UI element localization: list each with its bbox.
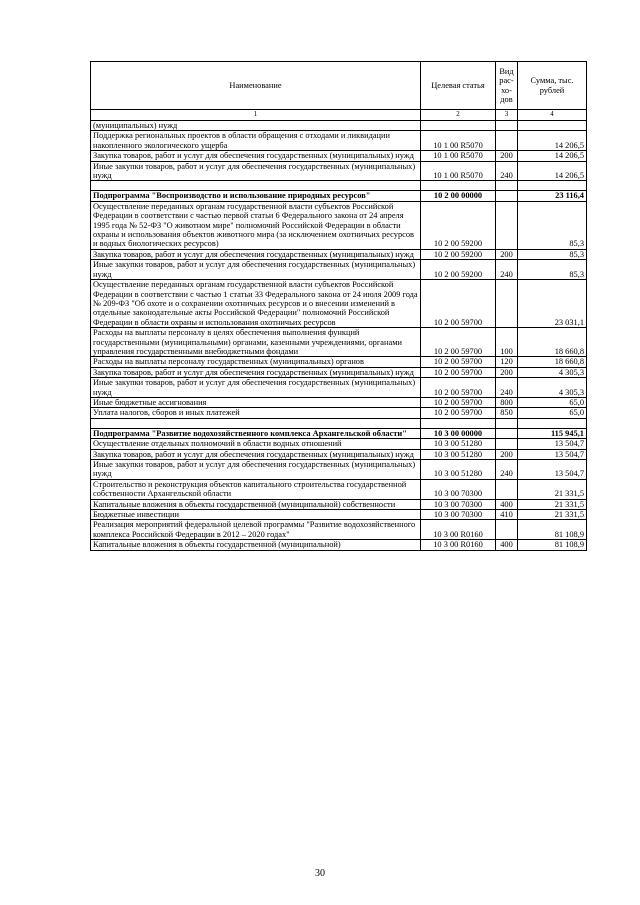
header-kind: Вид рас-хо-дов (496, 62, 518, 110)
table-row (91, 439, 587, 449)
cell-kind (496, 201, 518, 249)
cell-kind: 200 (496, 249, 518, 259)
cell-kind (496, 181, 518, 191)
cell-sum: 14 206,5 (518, 131, 587, 151)
header-sum: Сумма, тыс. рублей (518, 62, 587, 110)
cell-code: 10 2 00 59700 (421, 357, 496, 367)
cell-kind: 850 (496, 408, 518, 418)
cell-code: 10 3 00 00000 (421, 428, 496, 438)
cell-sum (518, 181, 587, 191)
cell-sum: 13 504,7 (518, 460, 587, 480)
cell-kind (496, 191, 518, 201)
spacer-row (91, 181, 587, 191)
cell-code: 10 1 00 R5070 (421, 161, 496, 181)
cell-kind: 240 (496, 460, 518, 480)
table-row (91, 378, 587, 398)
cell-sum: 14 206,5 (518, 151, 587, 161)
cell-kind: 200 (496, 151, 518, 161)
table-header (91, 62, 587, 121)
budget-table (90, 61, 587, 551)
cell-kind: 240 (496, 378, 518, 398)
table-row (91, 460, 587, 480)
cell-name: Расходы на выплаты персоналу в целях обеспечения выполнения функций государственными (муниципальными) органами, казенными учреждениями, органами управления государственными внебюджетными фондами (91, 328, 421, 357)
column-number: 3 (496, 110, 518, 121)
cell-sum: 65,0 (518, 397, 587, 407)
cell-sum: 23 116,4 (518, 191, 587, 201)
cell-name: Иные закупки товаров, работ и услуг для обеспечения государственных (муниципальных) нужд (91, 378, 421, 398)
table-row (91, 131, 587, 151)
cell-code: 10 3 00 R0160 (421, 520, 496, 540)
table-row (91, 510, 587, 520)
cell-code: 10 2 00 00000 (421, 191, 496, 201)
cell-kind (496, 280, 518, 328)
table-row (91, 201, 587, 249)
header-name: Наименование (91, 62, 421, 110)
cell-kind (496, 520, 518, 540)
cell-kind: 410 (496, 510, 518, 520)
cell-kind: 240 (496, 260, 518, 280)
cell-kind (496, 418, 518, 428)
cell-sum: 4 305,3 (518, 378, 587, 398)
cell-name: Закупка товаров, работ и услуг для обеспечения государственных (муниципальных) нужд (91, 367, 421, 377)
cell-kind: 400 (496, 540, 518, 550)
cell-sum: 18 660,8 (518, 357, 587, 367)
table-row (91, 328, 587, 357)
cell-name: Уплата налогов, сборов и иных платежей (91, 408, 421, 418)
cell-sum: 14 206,5 (518, 161, 587, 181)
cell-sum: 21 331,5 (518, 499, 587, 509)
cell-name: Иные бюджетные ассигнования (91, 397, 421, 407)
cell-code (421, 121, 496, 131)
cell-code: 10 3 00 70300 (421, 499, 496, 509)
table-row (91, 499, 587, 509)
table-row (91, 280, 587, 328)
cell-sum: 21 331,5 (518, 510, 587, 520)
cell-kind: 100 (496, 328, 518, 357)
cell-name: Закупка товаров, работ и услуг для обеспечения государственных (муниципальных) нужд (91, 151, 421, 161)
table-row (91, 151, 587, 161)
cell-name: (муниципальных) нужд (91, 121, 421, 131)
cell-code: 10 3 00 70300 (421, 510, 496, 520)
table-row (91, 161, 587, 181)
cell-sum: 13 504,7 (518, 439, 587, 449)
cell-sum: 81 108,9 (518, 520, 587, 540)
cell-code: 10 2 00 59700 (421, 367, 496, 377)
cell-sum: 85,3 (518, 249, 587, 259)
cell-kind: 120 (496, 357, 518, 367)
cell-name: Расходы на выплаты персоналу государственных (муниципальных) органов (91, 357, 421, 367)
cell-sum (518, 121, 587, 131)
cell-code: 10 2 00 59200 (421, 201, 496, 249)
cell-kind: 400 (496, 499, 518, 509)
cell-name: Иные закупки товаров, работ и услуг для обеспечения государственных (муниципальных) нужд (91, 460, 421, 480)
cell-code (421, 181, 496, 191)
cell-code: 10 3 00 51280 (421, 449, 496, 459)
cell-code: 10 3 00 51280 (421, 460, 496, 480)
cell-name: Осуществление отдельных полномочий в области водных отношений (91, 439, 421, 449)
column-number: 1 (91, 110, 421, 121)
table-row (91, 449, 587, 459)
cell-name (91, 181, 421, 191)
subprogram-row (91, 428, 587, 438)
cell-code: 10 2 00 59700 (421, 328, 496, 357)
table-row (91, 408, 587, 418)
cell-kind: 240 (496, 161, 518, 181)
cell-code: 10 2 00 59700 (421, 397, 496, 407)
cell-sum: 65,0 (518, 408, 587, 418)
cell-name: Закупка товаров, работ и услуг для обеспечения государственных (муниципальных) нужд (91, 249, 421, 259)
cell-sum: 18 660,8 (518, 328, 587, 357)
cell-name: Осуществление переданных органам государственной власти субъектов Российской Федерации в соответствии с частью 1 статьи 33 Федерального закона от 24 июля 2009 года № 209-ФЗ "Об охоте и о сохранении охотничьих ресурсов и о внесении изменений в отдельные законодательные акты Российской Федерации" полномочий Российской Федерации в области охраны и использования охотничьих ресурсов (91, 280, 421, 328)
table-row (91, 540, 587, 550)
cell-name: Капитальные вложения в объекты государственной (муниципальной) собственности (91, 499, 421, 509)
cell-sum: 85,3 (518, 201, 587, 249)
cell-code: 10 3 00 R0160 (421, 540, 496, 550)
cell-code: 10 3 00 70300 (421, 479, 496, 499)
spacer-row (91, 418, 587, 428)
table-row (91, 479, 587, 499)
cell-name: Закупка товаров, работ и услуг для обеспечения государственных (муниципальных) нужд (91, 449, 421, 459)
cell-name: Иные закупки товаров, работ и услуг для обеспечения государственных (муниципальных) нужд (91, 260, 421, 280)
cell-code: 10 2 00 59700 (421, 378, 496, 398)
cell-name: Поддержка региональных проектов в области обращения с отходами и ликвидации накопленного экологического ущерба (91, 131, 421, 151)
cell-kind (496, 121, 518, 131)
cell-sum: 21 331,5 (518, 479, 587, 499)
cell-name: Подпрограмма "Воспроизводство и использование природных ресурсов" (91, 191, 421, 201)
table-row (91, 260, 587, 280)
cell-name: Осуществление переданных органам государственной власти субъектов Российской Федерации в соответствии с частью первой статьи 6 Федерального закона от 24 апреля 1995 года № 52-ФЗ "О животном мире" полномочий Российской Федерации в области охраны и использования объектов животного мира (за исключением охотничьих ресурсов и водных биологических ресурсов) (91, 201, 421, 249)
cell-code: 10 1 00 R5070 (421, 131, 496, 151)
cell-code: 10 2 00 59700 (421, 280, 496, 328)
cell-name (91, 418, 421, 428)
cell-sum: 115 945,1 (518, 428, 587, 438)
cell-code (421, 418, 496, 428)
header-code: Целевая статья (421, 62, 496, 110)
table-row (91, 367, 587, 377)
cell-name: Строительство и реконструкция объектов капитального строительства государственной собственности Архангельской области (91, 479, 421, 499)
subprogram-row (91, 191, 587, 201)
table-body (91, 121, 587, 551)
cell-sum: 4 305,3 (518, 367, 587, 377)
table-row (91, 397, 587, 407)
table-row (91, 249, 587, 259)
cell-code: 10 1 00 R5070 (421, 151, 496, 161)
column-number: 4 (518, 110, 587, 121)
cell-name: Капитальные вложения в объекты государственной (муниципальной) (91, 540, 421, 550)
page-number: 30 (315, 868, 325, 879)
cell-code: 10 2 00 59700 (421, 408, 496, 418)
cell-name: Реализация мероприятий федеральной целевой программы "Развитие водохозяйственного комплекса Российской Федерации в 2012 – 2020 годах" (91, 520, 421, 540)
cell-name: Подпрограмма "Развитие водохозяйственного комплекса Архангельской области" (91, 428, 421, 438)
cell-kind: 800 (496, 397, 518, 407)
cell-name: Иные закупки товаров, работ и услуг для обеспечения государственных (муниципальных) нужд (91, 161, 421, 181)
cell-code: 10 3 00 51280 (421, 439, 496, 449)
cell-sum: 13 504,7 (518, 449, 587, 459)
cell-sum: 23 031,1 (518, 280, 587, 328)
cell-code: 10 2 00 59200 (421, 249, 496, 259)
cell-kind (496, 479, 518, 499)
table-row (91, 520, 587, 540)
cell-name: Бюджетные инвестиции (91, 510, 421, 520)
cell-sum: 85,3 (518, 260, 587, 280)
cell-sum (518, 418, 587, 428)
table-row (91, 121, 587, 131)
cell-kind: 200 (496, 449, 518, 459)
cell-kind (496, 131, 518, 151)
cell-sum: 81 108,9 (518, 540, 587, 550)
cell-kind (496, 439, 518, 449)
table-row (91, 357, 587, 367)
cell-code: 10 2 00 59200 (421, 260, 496, 280)
cell-kind (496, 428, 518, 438)
column-number: 2 (421, 110, 496, 121)
cell-kind: 200 (496, 367, 518, 377)
